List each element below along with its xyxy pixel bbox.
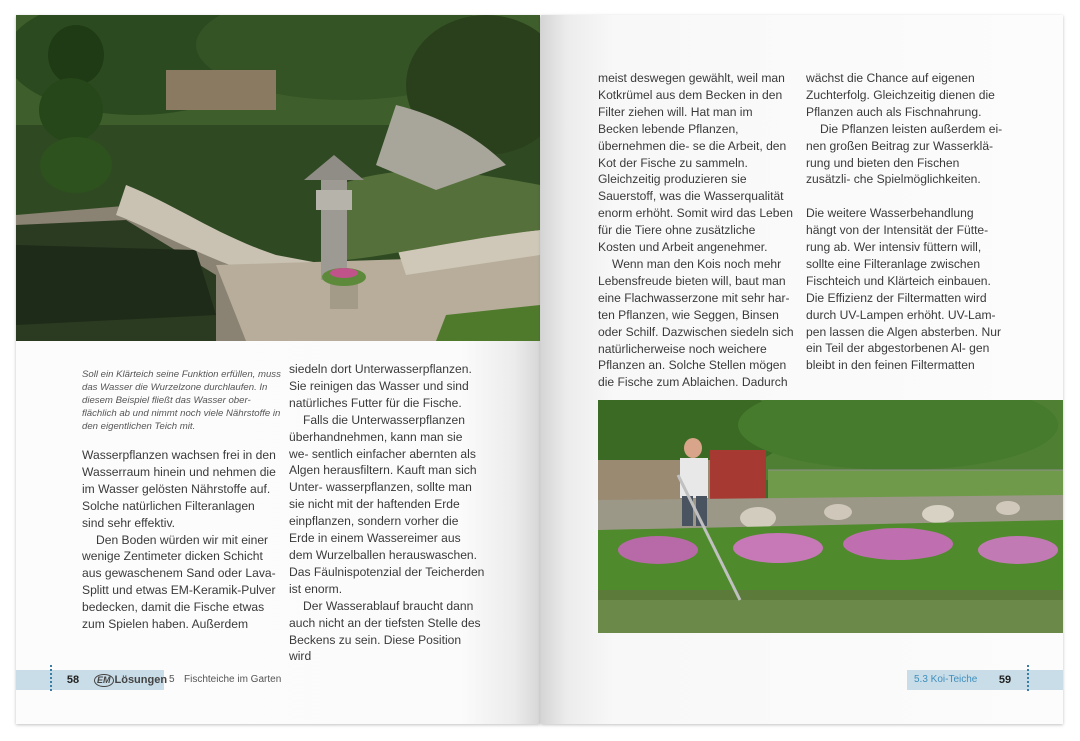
brand-logo — [94, 670, 167, 690]
paragraph: Der Wasserablauf braucht dann auch nicht an der tiefsten Stelle des Beckens zu sein. Diese Position wird — [289, 598, 481, 664]
footer-dash — [50, 665, 52, 691]
footer-dash — [1027, 665, 1029, 691]
left-text-column-1 — [82, 447, 278, 633]
paragraph: Wenn man den Kois noch mehr Lebensfreude bieten will, baut man eine Flachwasserzone mit sehr har- ten Pflanzen, wie Seggen, Binsen oder Schilf. Dazwischen siedeln sich natürlicherweise noch weichere Pflanzen an. Solche Stellen mögen die Fische zum Ablaichen. Dadurch — [598, 256, 794, 390]
left-page — [16, 15, 540, 724]
pond-cleaning-photo — [598, 400, 1063, 633]
paragraph: Die weitere Wasserbehandlung hängt von der Intensität der Fütte- rung ab. Wer intensiv füttern will, sollte eine Filteranlage zwischen Fischteich und Klärteich einbauen. Die Effizienz der Filtermatten wird durch UV-Lampen erhöht. UV-Lam- pen lassen die Algen absterben. Nur ein Teil der abgestorbenen Al- gen bleibt in den feinen Filtermatten — [806, 206, 1001, 373]
chapter-number: 5 — [169, 674, 175, 685]
garden-pond-photo — [16, 15, 540, 341]
page-number: 59 — [987, 670, 1023, 690]
right-text-column-1 — [598, 70, 794, 391]
left-text-column-2 — [289, 361, 485, 665]
right-text-column-2 — [806, 70, 1004, 374]
paragraph: Den Boden würden wir mit einer wenige Zentimeter dicken Schicht aus gewaschenem Sand oder Lava- Splitt und etwas EM-Keramik-Pulver bedecken, damit die Fische etwas zum Spielen haben. Außerdem — [82, 532, 276, 632]
chapter-title: Fischteiche im Garten — [184, 674, 282, 685]
paragraph: wächst die Chance auf eigenen Zuchterfolg. Gleichzeitig dienen die Pflanzen auch als Fischnahrung. — [806, 71, 995, 119]
em-logo-mark: EM — [94, 674, 114, 687]
page-number: 58 — [66, 674, 80, 686]
paragraph: Wasserpflanzen wachsen frei in den Wasserraum hinein und nehmen die im Wasser gelösten Nährstoffe auf. Solche natürlichen Filteranlagen sind sehr effektiv. — [82, 448, 276, 530]
paragraph: Die Pflanzen leisten außerdem ei- nen großen Beitrag zur Wasserklä- rung und bieten den Fischen zusätzli- che Spielmöglichkeiten. — [806, 121, 1003, 187]
right-page — [541, 15, 1063, 724]
photo-caption: Soll ein Klärteich seine Funktion erfüllen, muss das Wasser die Wurzelzone durchlaufen. In diesem Beispiel fließt das Wasser ober- flächlich ab und nimmt noch viele Nährstoffe in den eigentlichen Teich mit. — [82, 369, 281, 432]
paragraph: siedeln dort Unterwasserpflanzen. Sie reinigen das Wasser und sind natürliches Futter für die Fische. — [289, 362, 472, 410]
section-label: 5.3 Koi-Teiche — [914, 674, 978, 685]
brand-text: Lösungen — [114, 674, 168, 686]
paragraph: meist deswegen gewählt, weil man Kotkrümel aus dem Becken in den Filter ziehen will. Hat man im Becken lebende Pflanzen, übernehmen die- se die Arbeit, den Kot der Fische zu sammeln. Gleichzeitig produzieren sie Sauerstoff, was die Wasserqualität enorm erhöht. Somit wird das Leben für die Tiere ohne zusätzliche Kosten und Arbeit angenehmer. — [598, 71, 793, 255]
paragraph: Falls die Unterwasserpflanzen überhandnehmen, kann man sie we- sentlich einfacher abernten als Algen herausfiltern. Kauft man sich Unter- wasserpflanzen, sollte man sie nicht mit der haftenden Erde einpflanzen, sondern vorher die Erde in einem Wassereimer aus dem Wurzelballen herauswaschen. Das Fäulnispotenzial der Teicherden ist enorm. — [289, 412, 485, 596]
